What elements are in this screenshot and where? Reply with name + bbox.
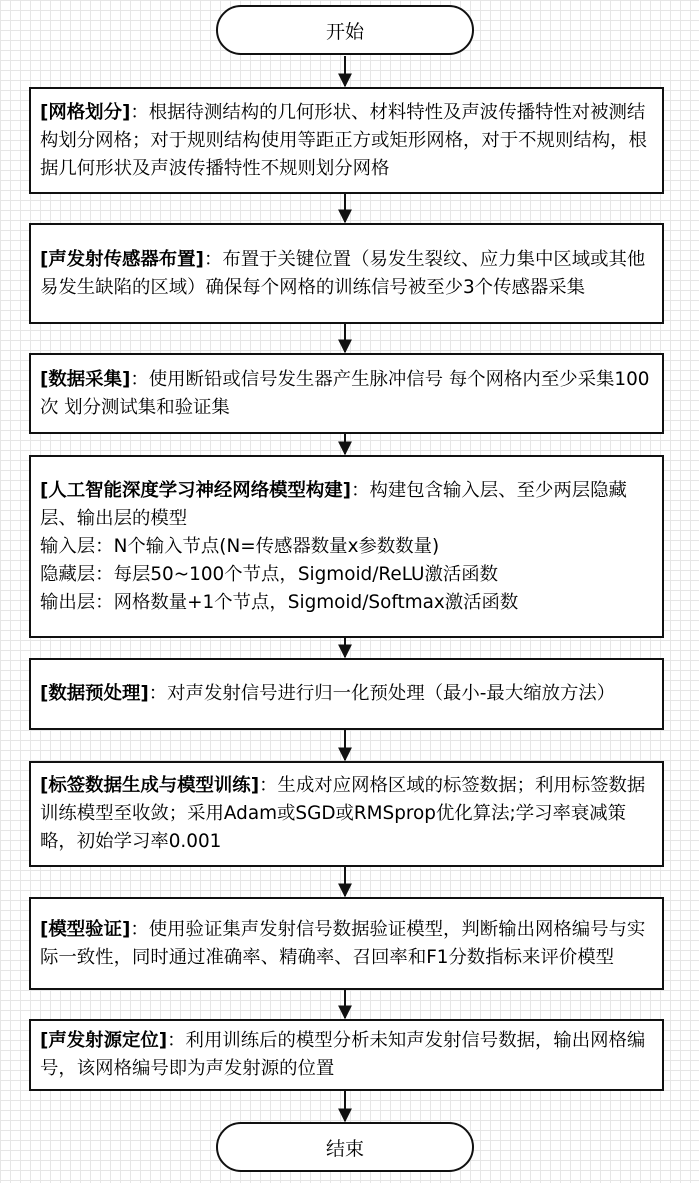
- step-text: ：利用训练后的模型分析未知声发射信号数据，输出网格编号，该网格编号即为声发射源的位置: [40, 1030, 646, 1079]
- step-model-validation-content: [40, 916, 653, 972]
- step-text: ：生成对应网格区域的标签数据；利用标签数据训练模型至收敛；采用Adam或SGD或RMSprop优化算法;学习率衰减策略，初始学习率0.001: [40, 775, 646, 852]
- step-text: ：使用验证集声发射信号数据验证模型，判断输出网格编号与实际一致性，同时通过准确率、精确率、召回率和F1分数指标来评价模型: [40, 918, 646, 968]
- output-layer-detail: 输出层：网格数量+1个节点，Sigmoid/Softmax激活函数: [40, 591, 519, 613]
- step-data-collection-content: [40, 366, 653, 422]
- step-sensor-placement: [29, 223, 664, 324]
- step-preprocessing: [29, 658, 664, 730]
- step-text: ：对声发射信号进行归一化预处理（最小-最大缩放方法）: [148, 683, 616, 704]
- step-model-construction-content: [40, 477, 653, 533]
- start-node: [216, 5, 474, 55]
- step-title: [模型验证]: [40, 918, 131, 940]
- step-model-construction: [29, 455, 664, 638]
- start-label: 开始: [325, 20, 364, 43]
- step-data-collection: [29, 353, 664, 434]
- step-source-localization-content: [40, 1027, 653, 1083]
- input-layer-detail: 输入层：N个输入节点(N=传感器数量x参数数量): [40, 535, 440, 557]
- step-sensor-placement-content: [40, 246, 653, 302]
- end-node: [216, 1122, 474, 1172]
- step-title: [标签数据生成与模型训练]: [40, 775, 260, 796]
- step-title: [声发射传感器布置]: [40, 248, 204, 270]
- step-title: [数据预处理]: [40, 683, 149, 704]
- step-label-training-content: [40, 772, 653, 856]
- step-label-training: [29, 761, 664, 867]
- step-source-localization: [29, 1019, 664, 1091]
- step-text: ：使用断铅或信号发生器产生脉冲信号 每个网格内至少采集100次 划分测试集和验证集: [40, 368, 650, 418]
- step-text: ：构建包含输入层、至少两层隐藏层、输出层的模型: [40, 479, 627, 529]
- step-title: [数据采集]: [40, 368, 131, 390]
- step-text: ：根据待测结构的几何形状、材料特性及声波传播特性对被测结构划分网格；对于规则结构使用等距正方或矩形网格，对于不规则结构，根据几何形状及声波传播特性不规则划分网格: [40, 101, 647, 179]
- step-grid-division: [29, 87, 664, 194]
- step-title: [声发射源定位]: [40, 1030, 168, 1051]
- step-title: [网格划分]: [40, 101, 131, 123]
- end-label: 结束: [325, 1137, 364, 1160]
- step-model-validation: [29, 897, 664, 990]
- step-title: [人工智能深度学习神经网络模型构建]: [40, 479, 352, 501]
- hidden-layer-detail: 隐藏层：每层50~100个节点，Sigmoid/ReLU激活函数: [40, 563, 499, 585]
- step-preprocessing-content: [40, 680, 653, 708]
- step-text: ：布置于关键位置（易发生裂纹、应力集中区域或其他易发生缺陷的区域）确保每个网格的训练信号被至少3个传感器采集: [40, 248, 646, 298]
- step-grid-division-content: [40, 99, 653, 183]
